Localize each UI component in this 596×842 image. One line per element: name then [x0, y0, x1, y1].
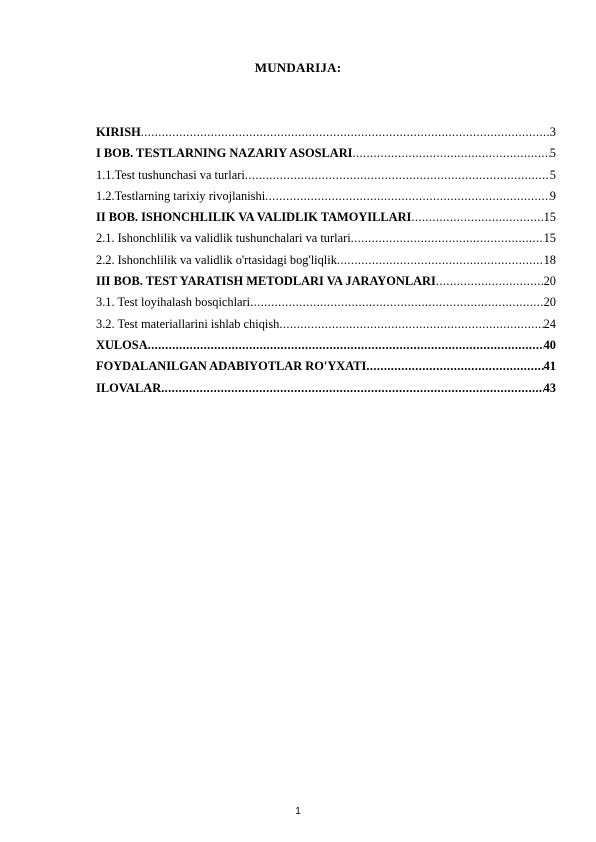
toc-entry-page: 40	[543, 337, 556, 352]
toc-entry-page: 18	[543, 252, 556, 267]
toc-entry-page: 24	[543, 316, 556, 331]
page-number: 1	[295, 806, 301, 817]
toc-entry	[96, 335, 556, 356]
toc-entry-label: 1.1.Test tushunchasi va turlari	[96, 167, 245, 182]
toc-entry	[96, 250, 556, 271]
toc-leader-dots	[337, 250, 544, 271]
toc-leader-dots	[436, 271, 544, 292]
toc-entry-label: XULOSA	[96, 337, 148, 352]
toc-entry-label: I BOB. TESTLARNING NAZARIY ASOSLARI	[96, 146, 353, 161]
toc-leader-dots	[366, 356, 543, 377]
toc-entry	[96, 228, 556, 249]
toc-entry-page: 5	[549, 146, 556, 161]
toc-leader-dots	[265, 186, 550, 207]
table-of-contents	[96, 122, 556, 399]
toc-entry-label: III BOB. TEST YARATISH METODLARI VA JARAYONLARI	[96, 274, 436, 289]
toc-entry-page: 9	[549, 188, 556, 203]
toc-leader-dots	[353, 143, 550, 164]
toc-leader-dots	[141, 122, 550, 143]
toc-entry	[96, 165, 556, 186]
toc-leader-dots	[161, 378, 543, 399]
toc-entry-label: 1.2.Testlarning tarixiy rivojlanishi	[96, 188, 266, 203]
toc-entry	[96, 122, 556, 143]
toc-leader-dots	[351, 228, 544, 249]
toc-entry-page: 3	[549, 125, 556, 139]
toc-entry	[96, 314, 556, 335]
toc-entry	[96, 292, 556, 313]
toc-entry-page: 43	[543, 380, 556, 395]
toc-entry-label: ILOVALAR	[96, 380, 162, 395]
toc-entry	[96, 271, 556, 292]
toc-entry	[96, 356, 556, 377]
toc-entry-label: 3.2. Test materiallarini ishlab chiqish	[96, 316, 280, 331]
page-title: MUNDARIJA:	[254, 60, 342, 75]
toc-entry-page: 5	[549, 167, 556, 182]
toc-leader-dots	[245, 165, 550, 186]
toc-leader-dots	[279, 314, 543, 335]
toc-entry-page: 20	[543, 274, 556, 289]
toc-entry	[96, 143, 556, 164]
toc-entry	[96, 207, 556, 228]
toc-entry-page: 41	[543, 359, 556, 374]
toc-entry	[96, 186, 556, 207]
toc-leader-dots	[148, 335, 544, 356]
toc-entry	[96, 378, 556, 399]
toc-entry-label: II BOB. ISHONCHLILIK VA VALIDLIK TAMOYILLARI	[96, 210, 412, 225]
toc-entry-label: KIRISH	[96, 125, 141, 139]
toc-entry-page: 15	[543, 231, 556, 246]
toc-entry-page: 20	[543, 295, 556, 310]
toc-entry-page: 15	[543, 210, 556, 225]
toc-leader-dots	[411, 207, 543, 228]
toc-entry-label: 3.1. Test loyihalash bosqichlari	[96, 295, 251, 310]
toc-entry-label: 2.2. Ishonchlilik va validlik o'rtasidagi bog'liqlik	[96, 252, 337, 267]
toc-entry-label: FOYDALANILGAN ADABIYOTLAR RO'YXATI	[96, 359, 367, 374]
toc-leader-dots	[250, 292, 544, 313]
toc-entry-label: 2.1. Ishonchlilik va validlik tushunchalari va turlari	[96, 231, 351, 246]
